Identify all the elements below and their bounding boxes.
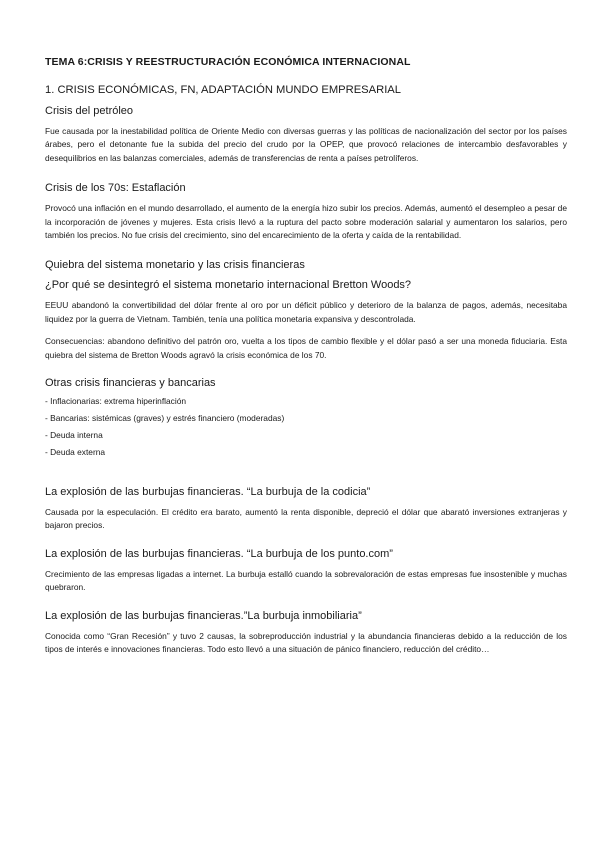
document-page xyxy=(45,56,567,657)
heading-burbuja-codicia: La explosión de las burbujas financieras. “La burbuja de la codicia” xyxy=(45,486,371,499)
paragraph-burbuja-puntocom: Crecimiento de las empresas ligadas a internet. La burbuja estalló cuando la sobrevaloración de estas empresas fue insostenible y muchas quebraron. xyxy=(45,568,567,593)
paragraph-bretton-woods: EEUU abandonó la convertibilidad del dólar frente al oro por un déficit público y deterioro de la balanza de pagos, además, necesitaba liquidez por la guerra de Vietnam. También, tenía una política monetaria expansiva y descontrolada. xyxy=(45,300,567,324)
list-item: - Deuda interna xyxy=(45,430,103,441)
heading-bretton-woods-question: ¿Por qué se desintegró el sistema monetario internacional Bretton Woods? xyxy=(45,279,412,292)
list-item: - Deuda externa xyxy=(45,447,106,458)
paragraph-crisis-petroleo: Fue causada por la inestabilidad política de Oriente Medio con diversas guerras y las políticas de nacionalización del sector por los países árabes, pero el detonante fue la subida del precio del crudo por la OPEP, que provocó relaciones de intercambio desfavorables y desequilibrios en las balanzas comerciales, además de transferencias de renta a países petrolíferos. xyxy=(45,126,567,163)
list-item: - Bancarias: sistémicas (graves) y estrés financiero (moderadas) xyxy=(45,413,285,424)
paragraph-burbuja-codicia: Causada por la especulación. El crédito era barato, aumentó la renta disponible, depreció el dólar que abarató inversiones extranjeras y bajaron precios. xyxy=(45,507,567,531)
paragraph-consecuencias: Consecuencias: abandono definitivo del patrón oro, vuelta a los tipos de cambio flexible y el dólar pasó a ser una moneda fiduciaria. Esta quiebra del sistema de Bretton Woods agravó la crisis económica de los 70. xyxy=(45,336,567,360)
heading-crisis-petroleo: Crisis del petróleo xyxy=(45,105,134,117)
list-otras-crisis xyxy=(45,393,567,461)
heading-estaflacion: Crisis de los 70s: Estaflación xyxy=(45,182,186,195)
page-title: TEMA 6:CRISIS Y REESTRUCTURACIÓN ECONÓMICA INTERNACIONAL xyxy=(45,56,411,68)
list-item: - Inflacionarias: extrema hiperinflación xyxy=(45,396,187,407)
section-heading: 1. CRISIS ECONÓMICAS, FN, ADAPTACIÓN MUNDO EMPRESARIAL xyxy=(45,84,401,96)
heading-burbuja-inmobiliaria: La explosión de las burbujas financieras.”La burbuja inmobiliaria” xyxy=(45,609,362,622)
heading-quiebra-sistema: Quiebra del sistema monetario y las crisis financieras xyxy=(45,259,305,272)
heading-otras-crisis: Otras crisis financieras y bancarias xyxy=(45,377,216,390)
paragraph-estaflacion: Provocó una inflación en el mundo desarrollado, el aumento de la energía hizo subir los precios. Además, aumentó el desempleo a pesar de la incorporación de jóvenes y mujeres. Esta crisis llevó a la ruptura del pacto sobre moderación salarial y aumentaron los salarios, pero también los precios. No fue crisis del crecimiento, sino del encarecimiento de la oferta y caída de la rentabilidad. xyxy=(45,203,567,241)
paragraph-burbuja-inmobiliaria: Conocida como “Gran Recesión” y tuvo 2 causas, la sobreproducción industrial y la abundancia financieras debido a la reducción de los tipos de interés e innovaciones financieras. Todo esto llevó a una situación de pánico financiero, reducción del crédito… xyxy=(45,630,567,655)
heading-burbuja-puntocom: La explosión de las burbujas financieras. “La burbuja de los punto.com” xyxy=(45,547,393,560)
